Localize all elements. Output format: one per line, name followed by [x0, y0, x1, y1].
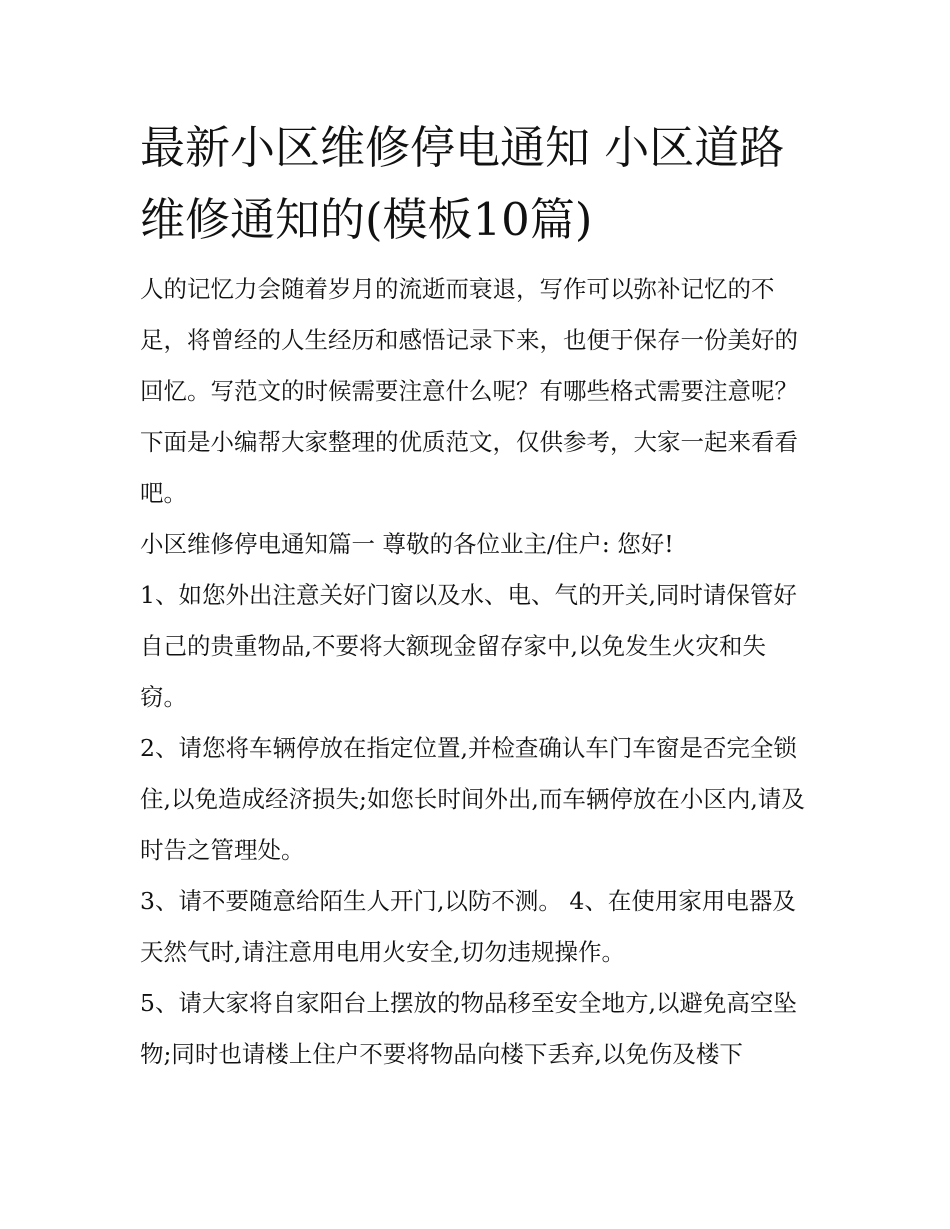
notice-item-3-4: 3、请不要随意给陌生人开门,以防不测。 4、在使用家用电器及天然气时,请注意用电用火安全,切勿违规操作。 — [140, 887, 796, 966]
notice-item-5: 5、请大家将自家阳台上摆放的物品移至安全地方,以避免高空坠物;同时也请楼上住户不要将物品向楼下丢弃,以免伤及楼下 — [140, 989, 797, 1068]
document-body — [140, 112, 812, 1080]
document-title: 最新小区维修停电通知 小区道路维修通知的(模板10篇) — [140, 121, 785, 246]
notice-item-1: 1、如您外出注意关好门窗以及水、电、气的开关,同时请保管好自己的贵重物品,不要将大额现金留存家中,以免发生火灾和失窃。 — [140, 581, 797, 711]
notice-greeting: 小区维修停电通知篇一 尊敬的各位业主/住户: 您好! — [140, 530, 674, 558]
intro-paragraph: 人的记忆力会随着岁月的流逝而衰退，写作可以弥补记忆的不足，将曾经的人生经历和感悟记录下来，也便于保存一份美好的回忆。写范文的时候需要注意什么呢？有哪些格式需要注意呢？下面是小编帮大家整理的优质范文，仅供参考，大家一起来看看吧。 — [140, 275, 798, 507]
notice-item-2: 2、请您将车辆停放在指定位置,并检查确认车门车窗是否完全锁住,以免造成经济损失;如您长时间外出,而车辆停放在小区内,请及时告之管理处。 — [140, 734, 805, 864]
